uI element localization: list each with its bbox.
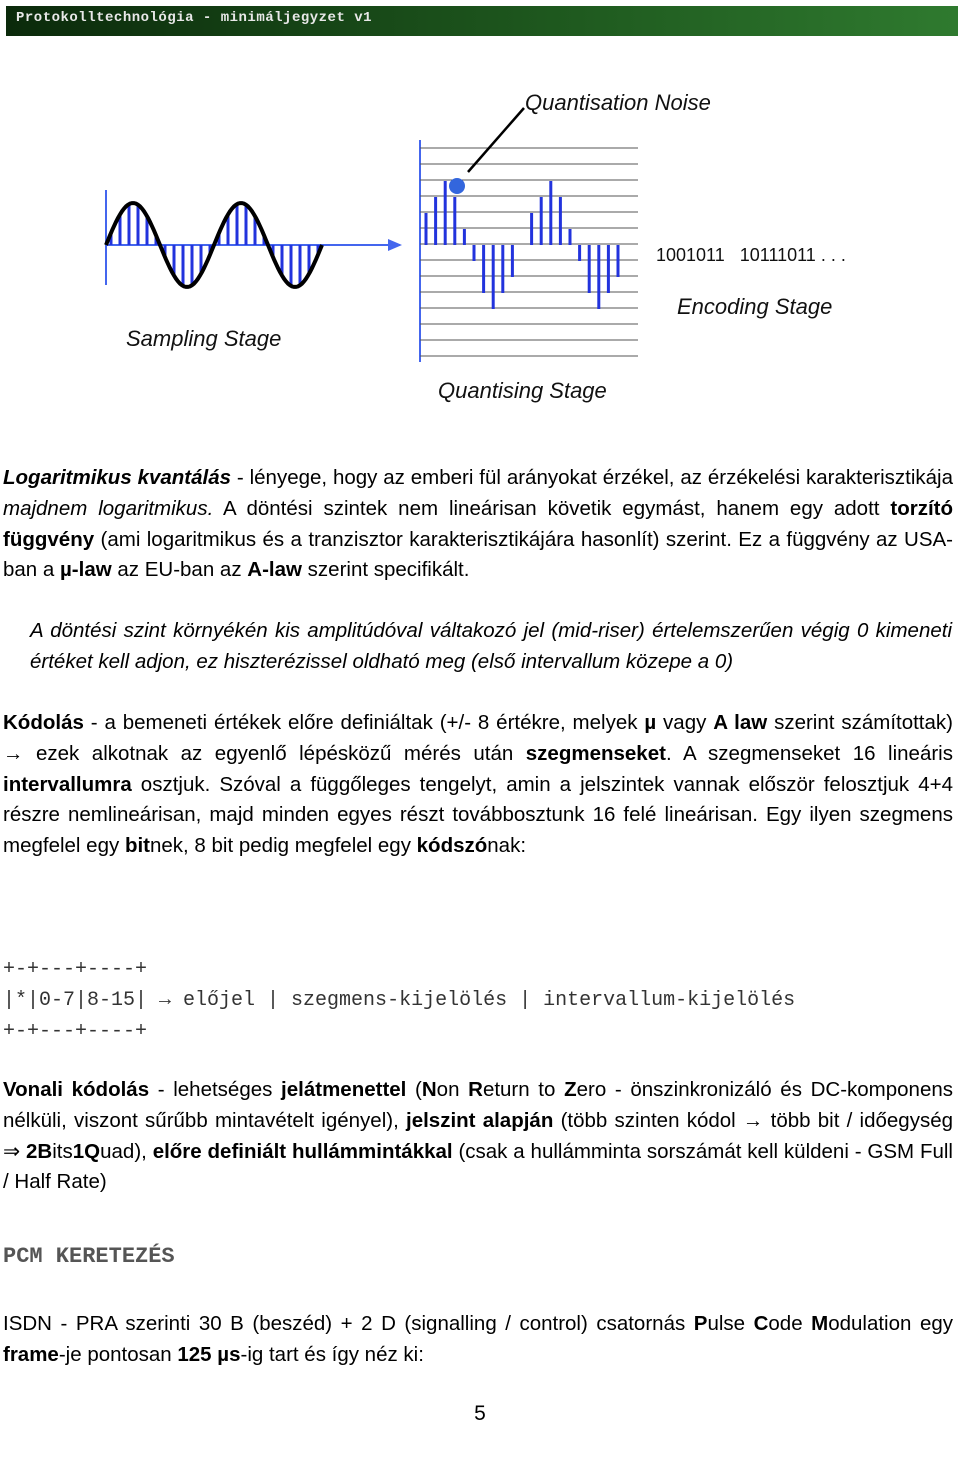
term-codeword: kódszó	[416, 834, 488, 858]
text: (	[406, 1078, 422, 1101]
text: (ami logaritmikus és a tranzisztor karakterisztikájára hasonlít) szerint. Ez a függvény az USA-ban a	[3, 527, 953, 582]
quantisation-noise-label: Quantisation Noise	[525, 90, 711, 115]
term-mu: µ	[644, 711, 657, 734]
term-frame: frame	[3, 1342, 59, 1366]
text: ode	[768, 1312, 812, 1335]
text: nak:	[487, 834, 527, 858]
text: - lényege, hogy az emberi fül arányokat érzékel, az érzékelési karakterisztikája	[231, 466, 953, 489]
text: szerint számítottak) → ezek alkotnak az egyenlő lépésközű mérés után	[3, 711, 953, 765]
text-italic: majdnem logaritmikus.	[3, 496, 214, 520]
codeword-border-top: +-+---+----+	[3, 958, 148, 981]
term-distortion-function: torzító függvény	[3, 496, 953, 551]
codeword-border-bottom: +-+---+----+	[3, 1020, 148, 1043]
term-a-law: A law	[713, 711, 768, 734]
text: . A szegmenseket 16 lineáris	[665, 741, 953, 765]
term-log-quantisation: Logaritmikus kvantálás	[3, 466, 232, 489]
text: its	[52, 1139, 73, 1163]
letters-2b: 2B	[26, 1139, 53, 1163]
quantised-samples	[426, 181, 628, 309]
pointer-line	[468, 108, 524, 172]
text: -ig tart és így néz ki:	[240, 1342, 424, 1366]
text: (csak a hullámminta sorszámát kell küldeni - GSM Full / Half Rate)	[3, 1139, 953, 1194]
note-mid-riser: A döntési szint környékén kis amplitúdóval váltakozó jel (mid-riser) értelemszerűen végig 0 kimeneti értéket kell adjon, ez hiszterézissel oldható meg (első intervallum közepe a 0)	[30, 619, 952, 673]
codeword-fields: |*|0-7|8-15| → előjel | szegmens-kijelölés | intervallum-kijelölés	[3, 989, 796, 1012]
bit-sequence: 1001011 10111011 . . .	[656, 245, 846, 265]
noise-marker	[449, 178, 465, 194]
text: ero - önszinkronizáló és DC-komponens nélküli, viszont sűrűbb mintavételt igényel),	[3, 1078, 954, 1132]
text: (több szinten kódol → több bit / időegység ⇒	[3, 1108, 953, 1163]
letter-r: R	[468, 1078, 483, 1101]
encoding-stage-label: Encoding Stage	[677, 294, 833, 319]
text: ISDN - PRA szerinti 30 B (beszéd) + 2 D (signalling / control) csatornás	[3, 1312, 694, 1335]
quantising-graph	[420, 108, 638, 362]
text: -je pontosan	[58, 1342, 178, 1366]
paragraph-isdn	[3, 1309, 953, 1371]
term-bit: bit	[124, 834, 150, 858]
text: - lehetséges	[149, 1078, 282, 1101]
paragraph-coding	[3, 708, 953, 862]
page-number: 5	[474, 1402, 486, 1425]
text: vagy	[656, 711, 714, 734]
sampling-stage-label: Sampling Stage	[126, 326, 282, 351]
text: A döntési szintek nem lineárisan követik egymást, hanem egy adott	[213, 496, 891, 520]
term-a-law: A-law	[247, 558, 302, 582]
header-title: Protokolltechnológia - minimáljegyzet v1	[16, 10, 373, 26]
letter-z: Z	[564, 1078, 577, 1101]
term-125-us: 125 µs	[177, 1342, 241, 1366]
paragraph-log-quantisation	[3, 463, 953, 586]
text: eturn to	[482, 1078, 565, 1101]
term-coding: Kódolás	[3, 711, 84, 734]
letters-1q: 1Q	[72, 1139, 101, 1163]
term-segments: szegmenseket	[525, 741, 666, 765]
text: uad),	[100, 1139, 153, 1163]
term-signal-level: jelszint alapján	[406, 1108, 554, 1132]
pcm-diagram	[0, 80, 960, 420]
sampling-graph	[106, 190, 402, 287]
text: - a bemeneti értékek előre definiáltak (+/- 8 értékre, melyek	[83, 711, 645, 734]
term-mu-law: µ-law	[60, 558, 112, 582]
text: az EU-ban az	[111, 558, 248, 582]
letter-m: M	[811, 1312, 829, 1335]
term-transition: jelátmenettel	[281, 1078, 407, 1101]
text: osztjuk. Szóval a függőleges tengelyt, amin a jelszintek vannak először felosztjuk 4+4 részre nemlineárisan, majd minden egyes részt továbbosztunk 16 felé lineárisan. Egy ilyen szegmens megfelel egy	[3, 772, 953, 858]
header-bar	[6, 6, 958, 36]
text: ulse	[707, 1312, 754, 1335]
letter-p: P	[693, 1312, 708, 1335]
quantising-stage-label: Quantising Stage	[438, 378, 607, 403]
text: on	[436, 1078, 469, 1101]
term-line-coding: Vonali kódolás	[3, 1078, 150, 1101]
section-heading-pcm-framing: PCM KERETEZÉS	[3, 1244, 175, 1269]
term-intervals: intervallumra	[3, 772, 132, 796]
text: szerint specifikált.	[301, 558, 470, 582]
letter-c: C	[753, 1312, 769, 1335]
term-waveform-patterns: előre definiált hullámmintákkal	[152, 1139, 453, 1163]
paragraph-line-coding	[3, 1075, 953, 1198]
letter-n: N	[421, 1078, 437, 1101]
text: odulation egy	[828, 1312, 953, 1335]
quantisation-levels	[420, 148, 638, 356]
arrow-right-icon	[388, 239, 402, 251]
text: nek, 8 bit pedig megfelel egy	[149, 834, 417, 858]
